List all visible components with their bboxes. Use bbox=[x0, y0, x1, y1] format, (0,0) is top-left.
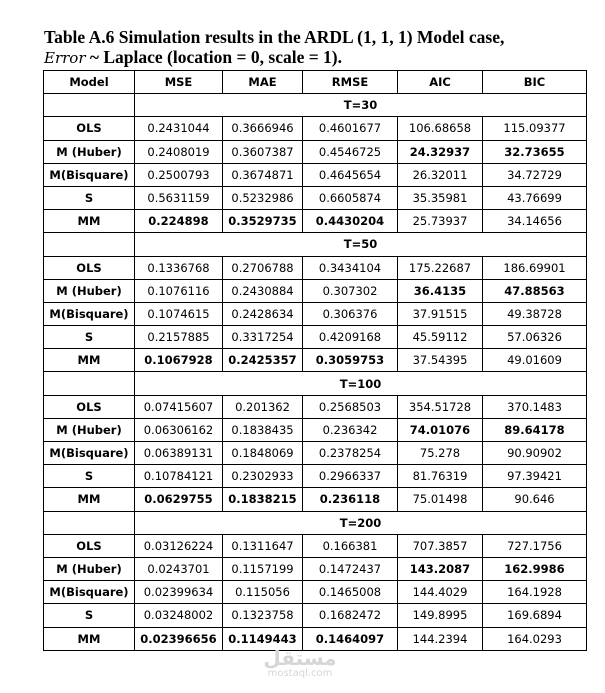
value-cell-rmse: 0.3434104 bbox=[303, 256, 398, 279]
value-cell-mae: 0.3607387 bbox=[223, 140, 303, 163]
value-cell-aic: 45.59112 bbox=[398, 326, 483, 349]
value-cell-bic: 162.9986 bbox=[483, 557, 587, 580]
value-cell-aic: 37.54395 bbox=[398, 349, 483, 372]
model-name-cell: S bbox=[44, 465, 135, 488]
caption-line-2: Error ~ Laplace (location = 0, scale = 1). bbox=[44, 47, 343, 67]
value-cell-mse: 0.224898 bbox=[135, 210, 223, 233]
col-header-mse: MSE bbox=[135, 71, 223, 94]
value-cell-mae: 0.201362 bbox=[223, 395, 303, 418]
value-cell-aic: 354.51728 bbox=[398, 395, 483, 418]
model-name-cell: M (Huber) bbox=[44, 140, 135, 163]
value-cell-rmse: 0.6605874 bbox=[303, 186, 398, 209]
value-cell-rmse: 0.306376 bbox=[303, 302, 398, 325]
value-cell-mse: 0.1067928 bbox=[135, 349, 223, 372]
model-name-cell: OLS bbox=[44, 256, 135, 279]
value-cell-aic: 24.32937 bbox=[398, 140, 483, 163]
model-name-cell: MM bbox=[44, 627, 135, 650]
value-cell-mse: 0.0243701 bbox=[135, 557, 223, 580]
value-cell-mse: 0.1336768 bbox=[135, 256, 223, 279]
model-name-cell: OLS bbox=[44, 117, 135, 140]
table-row bbox=[44, 349, 587, 372]
value-cell-bic: 115.09377 bbox=[483, 117, 587, 140]
model-name-cell: MM bbox=[44, 210, 135, 233]
value-cell-mae: 0.3317254 bbox=[223, 326, 303, 349]
value-cell-bic: 727.1756 bbox=[483, 534, 587, 557]
value-cell-aic: 35.35981 bbox=[398, 186, 483, 209]
value-cell-rmse: 0.1464097 bbox=[303, 627, 398, 650]
value-cell-bic: 49.38728 bbox=[483, 302, 587, 325]
table-row bbox=[44, 210, 587, 233]
value-cell-mae: 0.1838435 bbox=[223, 418, 303, 441]
empty-cell bbox=[44, 233, 135, 256]
model-name-cell: OLS bbox=[44, 395, 135, 418]
value-cell-mae: 0.115056 bbox=[223, 581, 303, 604]
col-header-model: Model bbox=[44, 71, 135, 94]
value-cell-mae: 0.3529735 bbox=[223, 210, 303, 233]
model-name-cell: M (Huber) bbox=[44, 418, 135, 441]
model-name-cell: MM bbox=[44, 349, 135, 372]
model-name-cell: OLS bbox=[44, 534, 135, 557]
empty-cell bbox=[44, 372, 135, 395]
model-name-cell: M (Huber) bbox=[44, 557, 135, 580]
model-name-cell: M(Bisquare) bbox=[44, 581, 135, 604]
value-cell-mse: 0.0629755 bbox=[135, 488, 223, 511]
value-cell-mse: 0.06306162 bbox=[135, 418, 223, 441]
model-name-cell: S bbox=[44, 186, 135, 209]
value-cell-rmse: 0.236342 bbox=[303, 418, 398, 441]
table-row bbox=[44, 442, 587, 465]
results-table bbox=[43, 70, 587, 651]
watermark-logo bbox=[255, 648, 345, 680]
model-name-cell: M (Huber) bbox=[44, 279, 135, 302]
value-cell-rmse: 0.2378254 bbox=[303, 442, 398, 465]
value-cell-mse: 0.02396656 bbox=[135, 627, 223, 650]
table-row bbox=[44, 488, 587, 511]
value-cell-mae: 0.1323758 bbox=[223, 604, 303, 627]
value-cell-rmse: 0.1472437 bbox=[303, 557, 398, 580]
value-cell-bic: 186.69901 bbox=[483, 256, 587, 279]
value-cell-mse: 0.02399634 bbox=[135, 581, 223, 604]
value-cell-mae: 0.1149443 bbox=[223, 627, 303, 650]
value-cell-mse: 0.2431044 bbox=[135, 117, 223, 140]
value-cell-mse: 0.1074615 bbox=[135, 302, 223, 325]
value-cell-aic: 175.22687 bbox=[398, 256, 483, 279]
value-cell-bic: 34.72729 bbox=[483, 163, 587, 186]
empty-cell bbox=[44, 511, 135, 534]
table-row bbox=[44, 140, 587, 163]
value-cell-aic: 143.2087 bbox=[398, 557, 483, 580]
table-row bbox=[44, 604, 587, 627]
value-cell-rmse: 0.4601677 bbox=[303, 117, 398, 140]
col-header-mae: MAE bbox=[223, 71, 303, 94]
value-cell-rmse: 0.2966337 bbox=[303, 465, 398, 488]
header-row bbox=[44, 71, 587, 94]
value-cell-mse: 0.5631159 bbox=[135, 186, 223, 209]
value-cell-mae: 0.1838215 bbox=[223, 488, 303, 511]
table-row bbox=[44, 395, 587, 418]
table-row bbox=[44, 581, 587, 604]
value-cell-mae: 0.1157199 bbox=[223, 557, 303, 580]
value-cell-mse: 0.06389131 bbox=[135, 442, 223, 465]
table-row bbox=[44, 186, 587, 209]
value-cell-mae: 0.2706788 bbox=[223, 256, 303, 279]
value-cell-bic: 47.88563 bbox=[483, 279, 587, 302]
value-cell-bic: 43.76699 bbox=[483, 186, 587, 209]
value-cell-mae: 0.2430884 bbox=[223, 279, 303, 302]
table-row bbox=[44, 557, 587, 580]
value-cell-aic: 106.68658 bbox=[398, 117, 483, 140]
table-row bbox=[44, 279, 587, 302]
value-cell-mse: 0.2500793 bbox=[135, 163, 223, 186]
value-cell-rmse: 0.4430204 bbox=[303, 210, 398, 233]
value-cell-rmse: 0.1682472 bbox=[303, 604, 398, 627]
value-cell-rmse: 0.166381 bbox=[303, 534, 398, 557]
value-cell-rmse: 0.236118 bbox=[303, 488, 398, 511]
table-row bbox=[44, 256, 587, 279]
value-cell-mae: 0.2428634 bbox=[223, 302, 303, 325]
value-cell-mae: 0.3666946 bbox=[223, 117, 303, 140]
sample-size-label: T=30 bbox=[135, 94, 587, 117]
value-cell-bic: 370.1483 bbox=[483, 395, 587, 418]
value-cell-mse: 0.2408019 bbox=[135, 140, 223, 163]
group-header-row bbox=[44, 511, 587, 534]
value-cell-aic: 707.3857 bbox=[398, 534, 483, 557]
col-header-bic: BIC bbox=[483, 71, 587, 94]
value-cell-rmse: 0.307302 bbox=[303, 279, 398, 302]
model-name-cell: M(Bisquare) bbox=[44, 163, 135, 186]
value-cell-rmse: 0.2568503 bbox=[303, 395, 398, 418]
value-cell-rmse: 0.1465008 bbox=[303, 581, 398, 604]
col-header-aic: AIC bbox=[398, 71, 483, 94]
value-cell-bic: 89.64178 bbox=[483, 418, 587, 441]
model-name-cell: M(Bisquare) bbox=[44, 302, 135, 325]
value-cell-bic: 90.90902 bbox=[483, 442, 587, 465]
group-header-row bbox=[44, 94, 587, 117]
value-cell-rmse: 0.4546725 bbox=[303, 140, 398, 163]
value-cell-bic: 97.39421 bbox=[483, 465, 587, 488]
value-cell-aic: 36.4135 bbox=[398, 279, 483, 302]
error-symbol: Error bbox=[44, 49, 86, 67]
table-body bbox=[44, 94, 587, 651]
value-cell-aic: 25.73937 bbox=[398, 210, 483, 233]
model-name-cell: S bbox=[44, 604, 135, 627]
value-cell-mae: 0.1848069 bbox=[223, 442, 303, 465]
table-row bbox=[44, 302, 587, 325]
watermark-arabic: مستقل bbox=[263, 646, 337, 670]
model-name-cell: MM bbox=[44, 488, 135, 511]
col-header-rmse: RMSE bbox=[303, 71, 398, 94]
value-cell-mae: 0.1311647 bbox=[223, 534, 303, 557]
table-caption bbox=[44, 27, 586, 68]
table-row bbox=[44, 534, 587, 557]
value-cell-bic: 34.14656 bbox=[483, 210, 587, 233]
value-cell-mse: 0.03126224 bbox=[135, 534, 223, 557]
table-row bbox=[44, 326, 587, 349]
value-cell-aic: 75.01498 bbox=[398, 488, 483, 511]
value-cell-mae: 0.2425357 bbox=[223, 349, 303, 372]
value-cell-mse: 0.1076116 bbox=[135, 279, 223, 302]
sample-size-label: T=200 bbox=[135, 511, 587, 534]
table-row bbox=[44, 418, 587, 441]
value-cell-aic: 37.91515 bbox=[398, 302, 483, 325]
caption-line-1: Table A.6 Simulation results in the ARDL (1, 1, 1) Model case, bbox=[44, 27, 505, 47]
value-cell-mse: 0.2157885 bbox=[135, 326, 223, 349]
table-row bbox=[44, 163, 587, 186]
value-cell-rmse: 0.3059753 bbox=[303, 349, 398, 372]
group-header-row bbox=[44, 372, 587, 395]
sample-size-label: T=100 bbox=[135, 372, 587, 395]
value-cell-rmse: 0.4645654 bbox=[303, 163, 398, 186]
table-row bbox=[44, 117, 587, 140]
value-cell-aic: 144.4029 bbox=[398, 581, 483, 604]
model-name-cell: S bbox=[44, 326, 135, 349]
value-cell-bic: 90.646 bbox=[483, 488, 587, 511]
value-cell-mae: 0.2302933 bbox=[223, 465, 303, 488]
value-cell-aic: 81.76319 bbox=[398, 465, 483, 488]
value-cell-rmse: 0.4209168 bbox=[303, 326, 398, 349]
model-name-cell: M(Bisquare) bbox=[44, 442, 135, 465]
value-cell-aic: 75.278 bbox=[398, 442, 483, 465]
value-cell-mae: 0.3674871 bbox=[223, 163, 303, 186]
value-cell-aic: 144.2394 bbox=[398, 627, 483, 650]
value-cell-bic: 164.0293 bbox=[483, 627, 587, 650]
value-cell-mse: 0.10784121 bbox=[135, 465, 223, 488]
empty-cell bbox=[44, 94, 135, 117]
value-cell-mse: 0.07415607 bbox=[135, 395, 223, 418]
sample-size-label: T=50 bbox=[135, 233, 587, 256]
value-cell-bic: 57.06326 bbox=[483, 326, 587, 349]
table-row bbox=[44, 465, 587, 488]
value-cell-mse: 0.03248002 bbox=[135, 604, 223, 627]
value-cell-bic: 32.73655 bbox=[483, 140, 587, 163]
value-cell-mae: 0.5232986 bbox=[223, 186, 303, 209]
group-header-row bbox=[44, 233, 587, 256]
value-cell-bic: 169.6894 bbox=[483, 604, 587, 627]
value-cell-aic: 149.8995 bbox=[398, 604, 483, 627]
value-cell-aic: 26.32011 bbox=[398, 163, 483, 186]
watermark-latin: mostaql.com bbox=[267, 668, 333, 679]
value-cell-aic: 74.01076 bbox=[398, 418, 483, 441]
value-cell-bic: 49.01609 bbox=[483, 349, 587, 372]
value-cell-bic: 164.1928 bbox=[483, 581, 587, 604]
